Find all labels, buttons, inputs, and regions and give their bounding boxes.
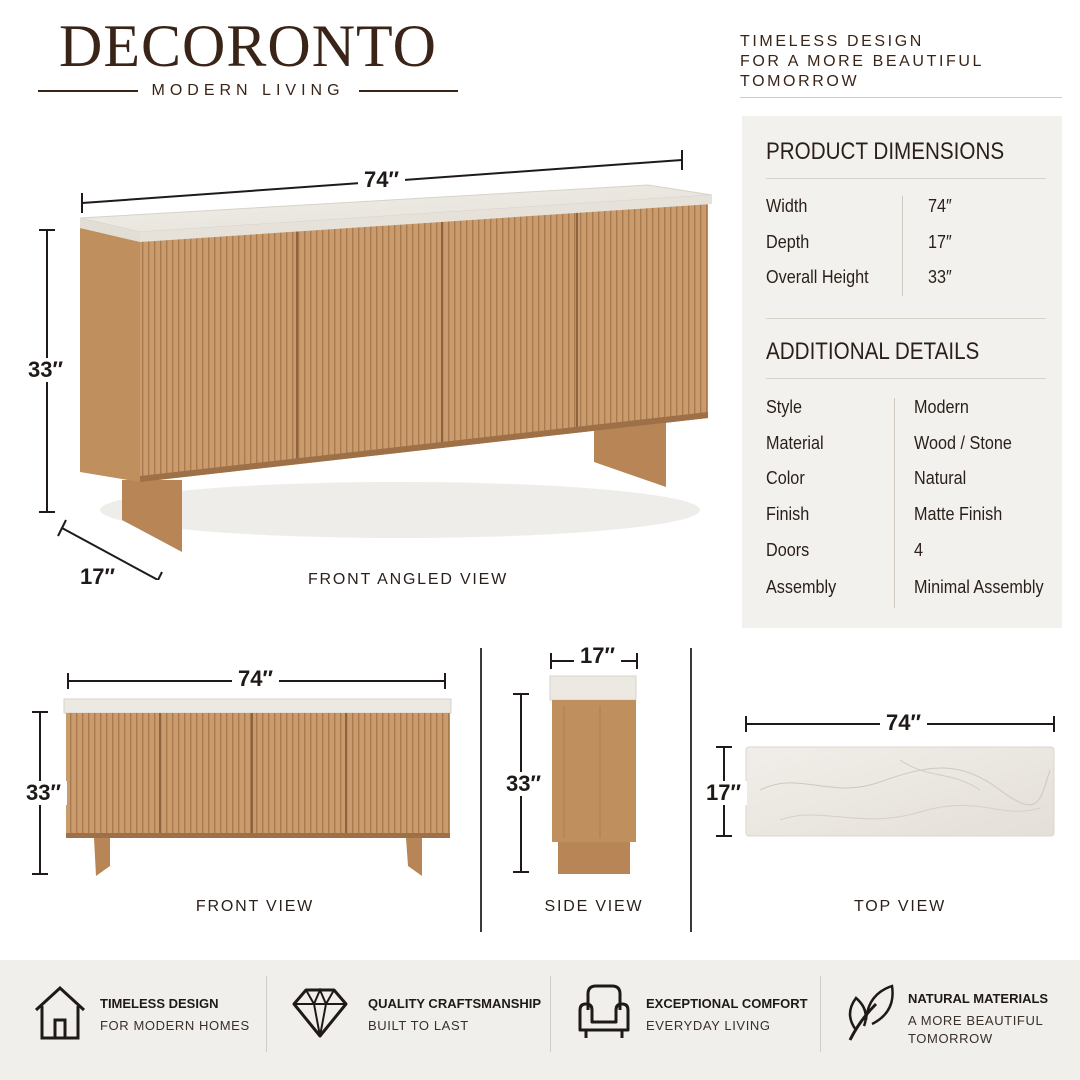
brand-name: DECORONTO	[59, 13, 437, 79]
top-depth-label: 17″	[700, 781, 747, 805]
front-height-label: 33″	[20, 781, 67, 805]
feature-title: TIMELESS DESIGN	[100, 996, 219, 1011]
detail-label: Style	[766, 397, 803, 417]
detail-row-color	[766, 468, 1056, 492]
side-depth-label: 17″	[574, 644, 621, 668]
spec-row-depth	[766, 232, 1056, 256]
panel-rule	[766, 318, 1046, 319]
feature-natural-materials	[842, 960, 1072, 1080]
front-view-caption: FRONT VIEW	[195, 898, 315, 915]
spec-value: 33″	[928, 267, 952, 287]
brand-logo	[38, 12, 458, 100]
detail-label: Material	[766, 433, 824, 453]
angled-view-drawing	[0, 140, 730, 580]
brand-sub-row	[38, 82, 458, 100]
top-width-label: 74″	[880, 711, 927, 735]
front-doors	[66, 713, 450, 837]
angled-width-label: 74″	[358, 168, 405, 192]
detail-value: Matte Finish	[914, 504, 1003, 524]
detail-label: Finish	[766, 504, 810, 524]
angled-height-label: 33″	[22, 358, 69, 382]
detail-label: Doors	[766, 540, 810, 560]
feature-title: NATURAL MATERIALS	[908, 991, 1049, 1006]
feature-bar	[0, 960, 1080, 1080]
leaf-icon	[842, 980, 902, 1044]
detail-row-style	[766, 397, 1056, 421]
side-panel	[80, 228, 140, 482]
feature-separator	[820, 976, 821, 1052]
feature-title: QUALITY CRAFTSMANSHIP	[368, 996, 542, 1011]
front-view-drawing	[20, 660, 460, 890]
detail-value: Natural	[914, 468, 967, 488]
panel-rule	[766, 378, 1046, 379]
diamond-icon	[290, 980, 350, 1044]
spec-label: Overall Height	[766, 267, 869, 287]
spec-label: Depth	[766, 232, 810, 252]
side-view-drawing	[500, 640, 670, 890]
brand-subtitle: MODERN LIVING	[151, 82, 345, 99]
side-panel	[552, 700, 636, 842]
feature-subtitle: A MORE BEAUTIFUL TOMORROW	[908, 1013, 1044, 1046]
spec-label: Width	[766, 196, 808, 216]
feature-subtitle: BUILT TO LAST	[368, 1018, 469, 1033]
product-dimensions-title: PRODUCT DIMENSIONS	[766, 138, 1005, 165]
detail-row-material	[766, 433, 1056, 457]
spec-value: 74″	[928, 196, 952, 216]
detail-value: 4	[914, 540, 924, 560]
spec-row-width	[766, 196, 1056, 220]
brand-rule-right	[359, 90, 459, 92]
feature-subtitle: FOR MODERN HOMES	[100, 1018, 250, 1033]
detail-label: Assembly	[766, 577, 837, 597]
feature-title: EXCEPTIONAL COMFORT	[646, 996, 808, 1011]
leg	[122, 480, 182, 552]
dimensions-separator	[902, 196, 903, 296]
detail-row-doors	[766, 540, 1056, 564]
tagline-divider	[740, 97, 1062, 98]
detail-row-finish	[766, 504, 1056, 528]
side-height-label: 33″	[500, 772, 547, 796]
detail-row-assembly	[766, 577, 1056, 601]
brand-rule-left	[38, 90, 138, 92]
front-width-label: 74″	[232, 667, 279, 691]
feature-subtitle: EVERYDAY LIVING	[646, 1018, 771, 1033]
spec-value: 17″	[928, 232, 952, 252]
top-view-caption: TOP VIEW	[853, 898, 947, 915]
house-icon	[30, 980, 90, 1044]
view-divider	[480, 648, 482, 932]
detail-value: Wood / Stone	[914, 433, 1012, 453]
panel-rule	[766, 178, 1046, 179]
detail-label: Color	[766, 468, 805, 488]
detail-value: Minimal Assembly	[914, 577, 1044, 597]
feature-separator	[550, 976, 551, 1052]
angled-view-caption: FRONT ANGLED VIEW	[307, 571, 509, 588]
feature-timeless-design	[30, 960, 260, 1080]
angled-depth-label: 17″	[80, 564, 116, 589]
leg	[594, 420, 666, 487]
additional-details-title: ADDITIONAL DETAILS	[766, 338, 980, 365]
feature-separator	[266, 976, 267, 1052]
spec-panel	[742, 116, 1062, 628]
side-view-caption: SIDE VIEW	[544, 898, 644, 915]
view-divider	[690, 648, 692, 932]
detail-value: Modern	[914, 397, 969, 417]
feature-exceptional-comfort	[574, 960, 814, 1080]
tagline: TIMELESS DESIGN FOR A MORE BEAUTIFUL TOMORROW	[740, 33, 985, 90]
details-separator	[894, 398, 895, 608]
spec-row-height	[766, 267, 1056, 291]
armchair-icon	[574, 980, 634, 1044]
feature-quality-craftsmanship	[290, 960, 540, 1080]
